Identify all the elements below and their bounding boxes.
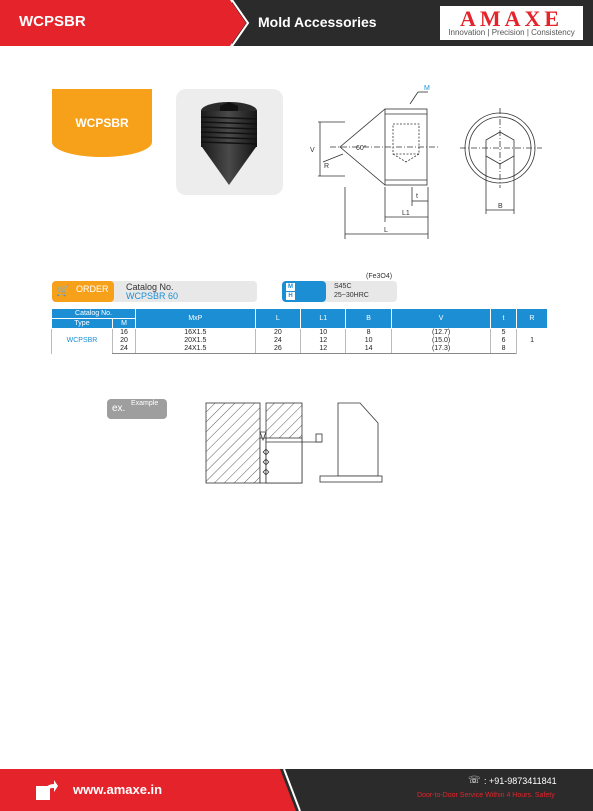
label-t: t: [416, 193, 418, 200]
catalog-label: Catalog No.: [126, 282, 174, 292]
header-product-code: WCPSBR: [19, 13, 86, 30]
product-tag: [52, 89, 152, 157]
cell-b: 14: [346, 345, 391, 354]
cell-t: 5: [491, 329, 516, 338]
type-cell: WCPSBR: [52, 329, 113, 354]
cell-v: (12.7): [391, 329, 491, 338]
product-tag-label: WCPSBR: [75, 116, 129, 130]
th-t: t: [491, 309, 516, 329]
example-prefix: ex.: [112, 403, 126, 414]
label-m: M: [424, 85, 430, 92]
th-type: Type: [52, 319, 113, 329]
order-label: ORDER: [76, 284, 109, 294]
material-note: (Fe3O4): [366, 273, 393, 280]
th-m: M: [113, 319, 136, 329]
share-icon: [36, 780, 58, 800]
header-category: Mold Accessories: [258, 14, 377, 30]
cell-l: 20: [255, 329, 300, 338]
cell-r: 1: [516, 329, 547, 354]
th-v: V: [391, 309, 491, 329]
cell-l1: 12: [301, 345, 346, 354]
example-label: Example: [131, 400, 159, 407]
brand-name: AMAXE: [459, 6, 564, 31]
cell-m: 20: [113, 337, 136, 345]
cell-l1: 10: [301, 329, 346, 338]
material-hardness: 25~30HRC: [334, 292, 369, 299]
page-footer: [0, 769, 593, 811]
cell-mxp: 24X1.5: [136, 345, 256, 354]
page-header: [0, 0, 593, 46]
th-b: B: [346, 309, 391, 329]
th-mxp: MxP: [136, 309, 256, 329]
cell-m: 24: [113, 345, 136, 354]
cell-l1: 12: [301, 337, 346, 345]
cell-m: 16: [113, 329, 136, 338]
cell-mxp: 16X1.5: [136, 329, 256, 338]
cell-v: (17.3): [391, 345, 491, 354]
cell-b: 10: [346, 337, 391, 345]
label-b: B: [498, 203, 503, 210]
cell-b: 8: [346, 329, 391, 338]
th-catalog: Catalog No.: [52, 309, 136, 319]
side-view-drawing: [300, 84, 450, 244]
cell-t: 8: [491, 345, 516, 354]
brand-tagline: Innovation | Precision | Consistency: [448, 28, 575, 37]
cell-t: 6: [491, 337, 516, 345]
cell-v: (15.0): [391, 337, 491, 345]
label-l1: L1: [402, 210, 410, 217]
product-photo: [176, 89, 283, 195]
footer-phone[interactable]: : +91-9873411841: [484, 776, 557, 786]
catalog-value: WCPSBR 60: [126, 291, 179, 301]
cell-l: 24: [255, 337, 300, 345]
brand-logo[interactable]: [440, 6, 583, 40]
cell-mxp: 20X1.5: [136, 337, 256, 345]
example-drawing: [200, 398, 390, 488]
cart-icon: 🛒: [56, 285, 70, 297]
example-badge: [107, 399, 167, 419]
cell-l: 26: [255, 345, 300, 354]
footer-service: Door-to-Door Service Within 4 Hours. Safety: [417, 792, 555, 799]
label-angle: 60°: [356, 145, 367, 152]
footer-website[interactable]: www.amaxe.in: [73, 782, 163, 797]
th-l1: L1: [301, 309, 346, 329]
table-row: [52, 337, 548, 345]
table-row: [52, 345, 548, 354]
hardness-icon: H: [286, 292, 295, 300]
label-v: V: [310, 147, 315, 154]
th-l: L: [255, 309, 300, 329]
material-icon: M: [288, 284, 293, 290]
th-r: R: [516, 309, 547, 329]
order-pill[interactable]: [52, 281, 114, 302]
spec-table: [51, 308, 548, 354]
phone-icon: ☏: [468, 775, 481, 786]
label-l: L: [384, 227, 388, 234]
plug-image: [176, 89, 283, 195]
table-row: [52, 329, 548, 338]
label-r: R: [324, 163, 330, 170]
end-view-drawing: [458, 104, 558, 214]
material-grade: S45C: [334, 283, 352, 290]
material-pill: [282, 281, 326, 302]
